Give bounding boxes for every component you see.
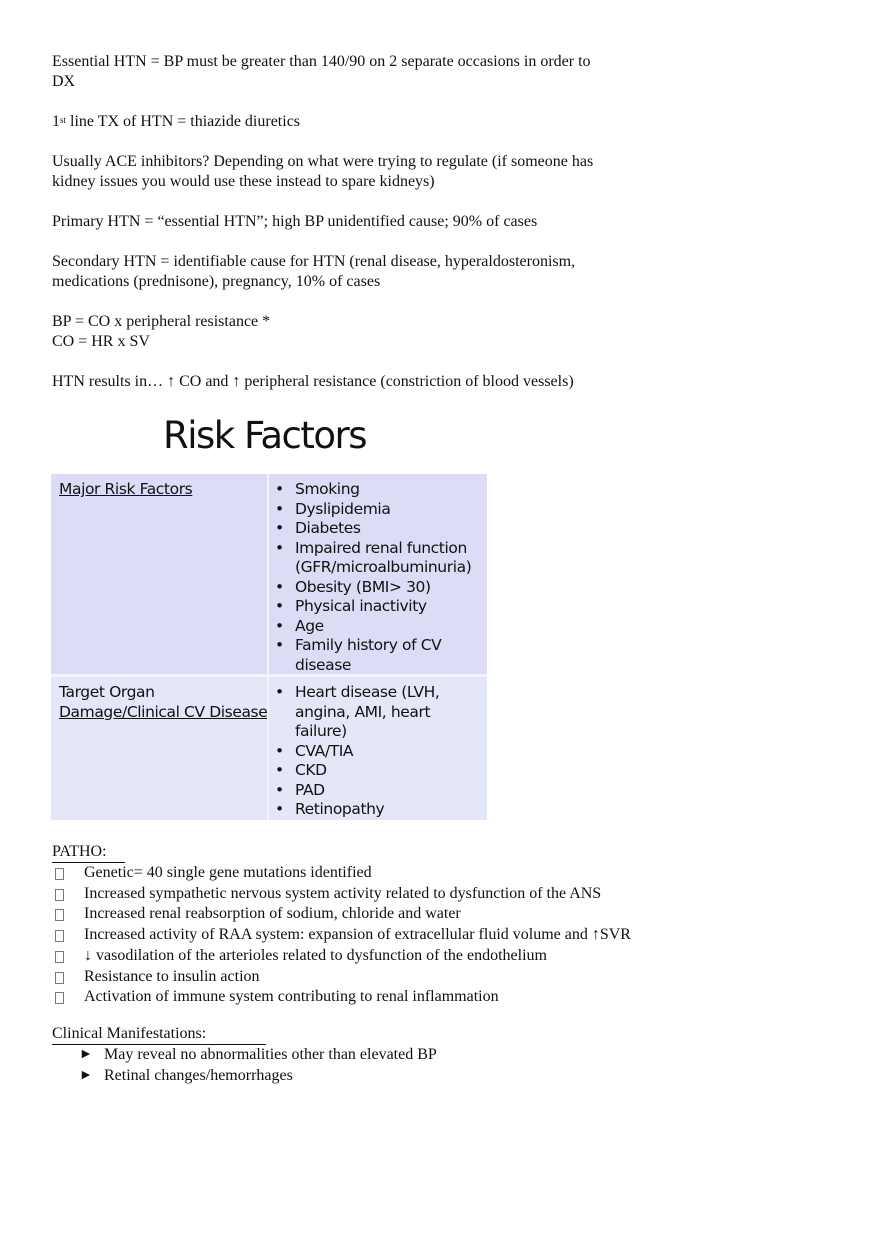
checkbox-glyph-icon [55,992,64,1004]
list-item: • CVA/TIA [273,742,445,762]
target-organ-row [51,677,487,820]
essential-htn-paragraph: Essential HTN = BP must be greater than 140/90 on 2 separate occasions in order to DX [52,53,591,90]
risk-factors-table [51,474,487,820]
first-line-tx-paragraph: 1st line TX of HTN = thiazide diuretics [52,113,301,130]
list-item: • Age [273,617,475,637]
co-formula: CO = HR x SV [52,333,150,350]
list-item: Activation of immune system contributing to renal inflammation [52,987,832,1008]
major-risk-label: Major Risk Factors [59,480,193,498]
triangle-pointer-icon: ► [79,1047,93,1062]
list-item: Increased sympathetic nervous system activity related to dysfunction of the ANS [52,884,832,905]
risk-factors-slide [51,404,487,820]
risk-factors-title: Risk Factors [163,414,366,457]
list-item: • Physical inactivity [273,597,475,617]
formula-paragraph [52,312,832,352]
bp-formula: BP = CO x peripheral resistance * [52,313,271,330]
ace-inhibitors-paragraph: Usually ACE inhibitors? Depending on what were trying to regulate (if someone has kidney issues you would use these instead to spare kidneys) [52,153,594,190]
list-item: • Obesity (BMI> 30) [273,578,475,598]
list-item: • Impaired renal function (GFR/microalbuminuria) [273,539,475,578]
checkbox-glyph-icon [55,951,64,963]
list-item: • PAD [273,781,445,801]
list-item: • Heart disease (LVH, angina, AMI, heart failure) [273,683,445,742]
list-item: • Family history of CV disease [273,636,455,675]
checkbox-glyph-icon [55,972,64,984]
checkbox-glyph-icon [55,889,64,901]
triangle-pointer-icon: ► [79,1067,93,1083]
notes-body [52,52,832,392]
major-risk-list [273,480,475,675]
list-item: Resistance to insulin action [52,967,832,988]
checkbox-glyph-icon [55,930,64,942]
patho-heading: PATHO: [52,842,125,863]
list-item: ↓ vasodilation of the arterioles related to dysfunction of the endothelium [52,946,832,967]
list-item: • CKD [273,761,445,781]
target-organ-label: Target Organ Damage/Clinical CV Disease [59,683,268,721]
list-item: ► May reveal no abnormalities other than elevated BP [79,1045,832,1066]
list-item: Increased activity of RAA system: expansion of extracellular fluid volume and ↑SVR [52,925,832,946]
list-item: Increased renal reabsorption of sodium, chloride and water [52,904,832,925]
clinical-heading: Clinical Manifestations: [52,1024,266,1045]
list-item: • Diabetes [273,519,475,539]
htn-results-paragraph: HTN results in… ↑ CO and ↑ peripheral resistance (constriction of blood vessels) [52,373,574,390]
checkbox-glyph-icon [55,909,64,921]
clinical-list [52,1045,832,1086]
column-divider [267,474,269,820]
list-item: • Dyslipidemia [273,500,475,520]
patho-section [52,842,832,1008]
secondary-htn-paragraph: Secondary HTN = identifiable cause for HTN (renal disease, hyperaldosteronism, medications (prednisone), pregnancy, 10% of cases [52,253,576,290]
patho-list [52,863,832,1008]
list-item: ► Retinal changes/hemorrhages [79,1066,832,1087]
checkbox-glyph-icon [55,868,64,880]
clinical-section [52,1024,832,1086]
primary-htn-paragraph: Primary HTN = “essential HTN”; high BP unidentified cause; 90% of cases [52,213,538,230]
list-item: • Retinopathy [273,800,445,820]
list-item: • Smoking [273,480,475,500]
list-item: Genetic= 40 single gene mutations identified [52,863,832,884]
target-organ-list [273,683,445,820]
major-risk-row [51,474,487,674]
